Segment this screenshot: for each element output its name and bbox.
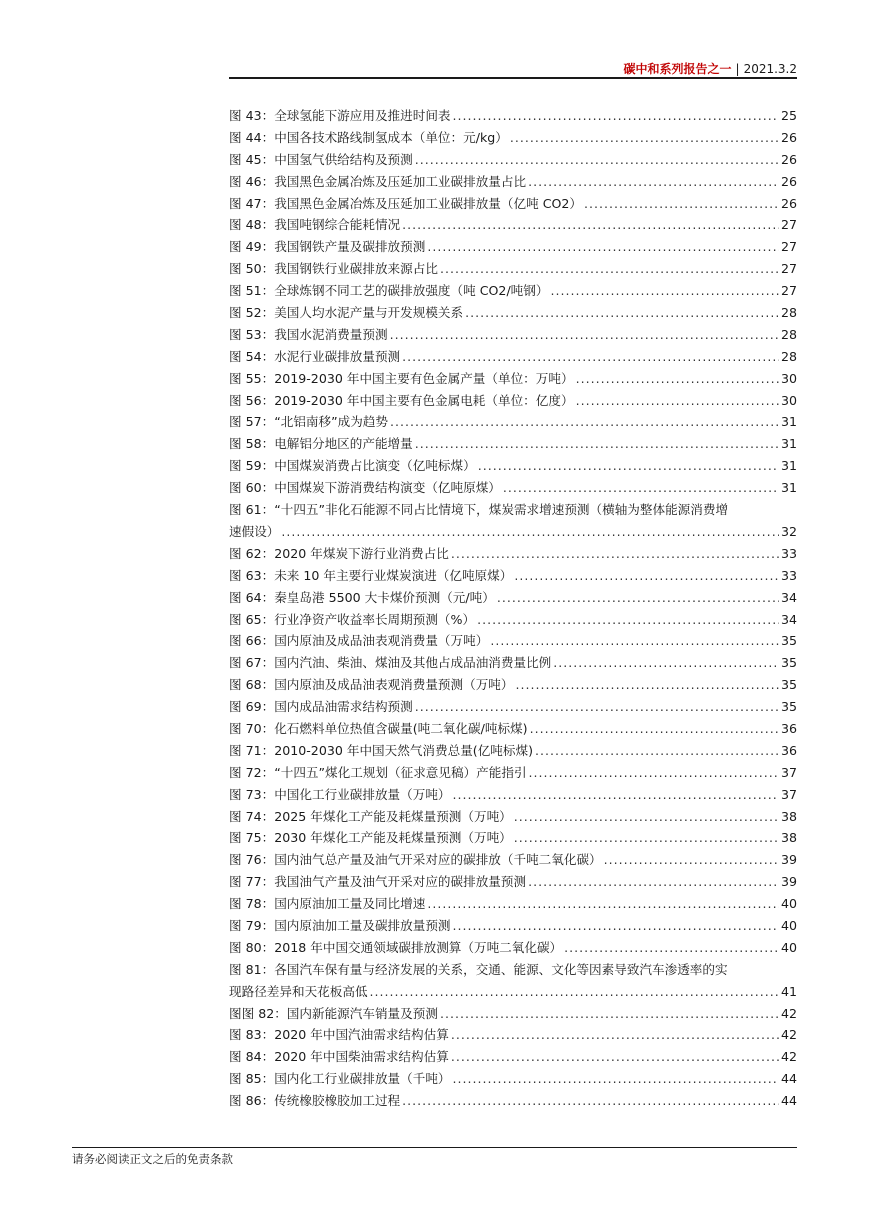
toc-entry-label: 图 84：2020 年中国柴油需求结构估算 [229, 1049, 449, 1065]
dot-leader [402, 346, 779, 368]
toc-entry-page-number: 42 [780, 1005, 797, 1021]
dot-leader [402, 214, 779, 236]
toc-entry[interactable] [229, 411, 797, 433]
toc-entry-page-number: 31 [780, 436, 797, 452]
toc-entry-page-number: 39 [780, 852, 797, 868]
toc-entry-page-number: 30 [780, 370, 797, 386]
toc-entry-label: 图 44：中国各技术路线制氢成本（单位：元/kg） [229, 129, 508, 145]
toc-entry-page-number: 27 [780, 239, 797, 255]
toc-entry[interactable] [229, 587, 797, 609]
dot-leader [584, 193, 779, 215]
toc-entry-label-continued: 现路径差异和天花板高低 [229, 983, 368, 999]
toc-entry[interactable] [229, 696, 797, 718]
dot-leader [453, 105, 779, 127]
toc-entry-label: 图 85：国内化工行业碳排放量（千吨） [229, 1071, 451, 1087]
toc-entry-page-number: 26 [780, 129, 797, 145]
toc-entry-page-number: 30 [780, 392, 797, 408]
toc-entry[interactable] [229, 718, 797, 740]
dot-leader [516, 674, 779, 696]
toc-entry-page-number: 35 [780, 655, 797, 671]
toc-entry[interactable] [229, 762, 797, 784]
toc-entry-label: 图 55：2019-2030 年中国主要有色金属产量（单位：万吨） [229, 370, 574, 386]
toc-entry[interactable] [229, 390, 797, 412]
toc-entry-label: 图 80：2018 年中国交通领域碳排放测算（万吨二氧化碳） [229, 939, 563, 955]
toc-entry-label: 图 62：2020 年煤炭下游行业消费占比 [229, 545, 449, 561]
report-series-title: 碳中和系列报告之一 [623, 62, 732, 76]
dot-leader [604, 849, 779, 871]
toc-entry-page-number: 40 [780, 917, 797, 933]
toc-entry[interactable] [229, 149, 797, 171]
toc-entry[interactable] [229, 959, 797, 1003]
toc-entry-label: 图 46：我国黑色金属冶炼及压延加工业碳排放量占比 [229, 173, 527, 189]
dot-leader [503, 477, 779, 499]
toc-entry[interactable] [229, 827, 797, 849]
toc-entry[interactable] [229, 324, 797, 346]
toc-entry[interactable] [229, 499, 797, 543]
toc-entry-label: 图图 82：国内新能源汽车销量及预测 [229, 1005, 438, 1021]
report-date: 2021.3.2 [743, 62, 797, 76]
toc-entry-page-number: 31 [780, 414, 797, 430]
dot-leader [453, 784, 779, 806]
toc-entry-label: 图 51：全球炼钢不同工艺的碳排放强度（吨 CO2/吨钢） [229, 283, 549, 299]
dot-leader [528, 871, 779, 893]
toc-entry-page-number: 42 [780, 1049, 797, 1065]
dot-leader [415, 149, 779, 171]
dot-leader [451, 1046, 779, 1068]
toc-entry-page-number: 38 [780, 808, 797, 824]
toc-entry[interactable] [229, 258, 797, 280]
toc-entry-label: 图 83：2020 年中国汽油需求结构估算 [229, 1027, 449, 1043]
dot-leader [440, 258, 779, 280]
toc-entry[interactable] [229, 302, 797, 324]
toc-entry-page-number: 35 [780, 633, 797, 649]
dot-leader [281, 521, 779, 543]
toc-entry[interactable] [229, 127, 797, 149]
toc-entry-page-number: 40 [780, 896, 797, 912]
toc-entry-page-number: 39 [780, 874, 797, 890]
toc-entry-page-number: 40 [780, 939, 797, 955]
toc-entry-page-number: 33 [780, 567, 797, 583]
toc-entry-label-continued: 速假设） [229, 523, 280, 539]
toc-entry-label: 图 53：我国水泥消费量预测 [229, 326, 388, 342]
dot-leader [415, 433, 779, 455]
toc-entry-page-number: 27 [780, 261, 797, 277]
toc-entry-page-number: 28 [780, 305, 797, 321]
toc-entry-page-number: 31 [780, 458, 797, 474]
toc-entry[interactable] [229, 784, 797, 806]
toc-entry-label: 图 45：中国氢气供给结构及预测 [229, 151, 413, 167]
toc-entry[interactable] [229, 236, 797, 258]
toc-entry[interactable] [229, 1090, 797, 1112]
toc-entry-label: 图 67：国内汽油、柴油、煤油及其他占成品油消费量比例 [229, 655, 552, 671]
toc-entry-page-number: 37 [780, 786, 797, 802]
toc-entry[interactable] [229, 171, 797, 193]
toc-entry[interactable] [229, 433, 797, 455]
toc-entry-label: 图 76：国内油气总产量及油气开采对应的碳排放（千吨二氧化碳） [229, 852, 602, 868]
dot-leader [478, 455, 779, 477]
toc-entry[interactable] [229, 105, 797, 127]
toc-entry-page-number: 38 [780, 830, 797, 846]
toc-entry-label: 图 74：2025 年煤化工产能及耗煤量预测（万吨） [229, 808, 512, 824]
toc-entry[interactable] [229, 214, 797, 236]
dot-leader [415, 696, 779, 718]
toc-entry-page-number: 31 [780, 480, 797, 496]
toc-entry[interactable] [229, 477, 797, 499]
toc-entry[interactable] [229, 849, 797, 871]
toc-entry-label: 图 68：国内原油及成品油表观消费量预测（万吨） [229, 677, 514, 693]
footer-disclaimer: 请务必阅读正文之后的免责条款 [72, 1152, 233, 1166]
footer-divider [72, 1147, 797, 1148]
toc-entry-page-number: 27 [780, 283, 797, 299]
dot-leader [529, 762, 779, 784]
dot-leader [490, 630, 779, 652]
dot-leader [564, 937, 779, 959]
toc-entry-page-number: 42 [780, 1027, 797, 1043]
toc-entry[interactable] [229, 740, 797, 762]
dot-leader [370, 981, 779, 1003]
toc-entry[interactable] [229, 1024, 797, 1046]
dot-leader [427, 893, 779, 915]
toc-entry-label: 图 66：国内原油及成品油表观消费量（万吨） [229, 633, 489, 649]
toc-entry-page-number: 26 [780, 173, 797, 189]
toc-entry[interactable] [229, 871, 797, 893]
header-divider [229, 77, 797, 79]
toc-entry-label: 图 69：国内成品油需求结构预测 [229, 699, 413, 715]
toc-entry-page-number: 35 [780, 699, 797, 715]
toc-entry-label: 图 78：国内原油加工量及同比增速 [229, 896, 426, 912]
toc-entry-label: 图 86：传统橡胶橡胶加工过程 [229, 1093, 401, 1109]
toc-entry[interactable] [229, 280, 797, 302]
toc-entry-page-number: 41 [780, 983, 797, 999]
toc-entry[interactable] [229, 565, 797, 587]
toc-entry[interactable] [229, 368, 797, 390]
toc-entry[interactable] [229, 806, 797, 828]
toc-entry[interactable] [229, 1046, 797, 1068]
dot-leader [440, 1003, 779, 1025]
toc-entry-page-number: 28 [780, 326, 797, 342]
toc-entry-label: 图 75：2030 年煤化工产能及耗煤量预测（万吨） [229, 830, 512, 846]
toc-entry[interactable] [229, 543, 797, 565]
toc-entry-page-number: 27 [780, 217, 797, 233]
toc-entry-label: 图 65：行业净资产收益率长周期预测（%） [229, 611, 476, 627]
dot-leader [465, 302, 779, 324]
toc-entry-page-number: 34 [780, 589, 797, 605]
dot-leader [514, 827, 779, 849]
toc-entry-label: 图 77：我国油气产量及油气开采对应的碳排放量预测 [229, 874, 527, 890]
toc-entry-label: 图 58：电解铝分地区的产能增量 [229, 436, 413, 452]
toc-entry-page-number: 44 [780, 1093, 797, 1109]
dot-leader [510, 127, 779, 149]
dot-leader [390, 324, 779, 346]
dot-leader [514, 565, 779, 587]
toc-entry-label: 图 63：未来 10 年主要行业煤炭演进（亿吨原煤） [229, 567, 513, 583]
toc-entry-page-number: 33 [780, 545, 797, 561]
toc-entry-label: 图 73：中国化工行业碳排放量（万吨） [229, 786, 451, 802]
dot-leader [453, 1068, 779, 1090]
toc-entry-page-number: 26 [780, 151, 797, 167]
toc-entry-label: 图 52：美国人均水泥产量与开发规模关系 [229, 305, 464, 321]
toc-entry-label: 图 49：我国钢铁产量及碳排放预测 [229, 239, 426, 255]
toc-entry-label: 图 81：各国汽车保有量与经济发展的关系，交通、能源、文化等因素导致汽车渗透率的实 [229, 961, 728, 977]
toc-entry-label: 图 79：国内原油加工量及碳排放量预测 [229, 917, 451, 933]
toc-entry-label: 图 60：中国煤炭下游消费结构演变（亿吨原煤） [229, 480, 501, 496]
toc-entry-page-number: 32 [780, 523, 797, 539]
toc-entry[interactable] [229, 893, 797, 915]
dot-leader [530, 718, 779, 740]
toc-entry-label: 图 71：2010-2030 年中国天然气消费总量(亿吨标煤) [229, 742, 534, 758]
toc-entry-label: 图 61：“十四五”非化石能源不同占比情境下，煤炭需求增速预测（横轴为整体能源消费增 [229, 502, 729, 518]
header-separator: | [735, 62, 740, 76]
dot-leader [453, 915, 779, 937]
toc-entry-page-number: 44 [780, 1071, 797, 1087]
dot-leader [553, 652, 779, 674]
toc-entry-label: 图 50：我国钢铁行业碳排放来源占比 [229, 261, 438, 277]
toc-entry-label: 图 70：化石燃料单位热值含碳量(吨二氧化碳/吨标煤) [229, 720, 528, 736]
toc-entry[interactable] [229, 937, 797, 959]
toc-entry-page-number: 36 [780, 742, 797, 758]
dot-leader [451, 543, 779, 565]
toc-entry-label: 图 56：2019-2030 年中国主要有色金属电耗（单位：亿度） [229, 392, 574, 408]
toc-entry-label: 图 72：“十四五”煤化工规划（征求意见稿）产能指引 [229, 764, 527, 780]
toc-entry-label: 图 48：我国吨钢综合能耗情况 [229, 217, 401, 233]
dot-leader [550, 280, 779, 302]
toc-entry-label: 图 43：全球氢能下游应用及推进时间表 [229, 108, 451, 123]
toc-entry-label: 图 57：“北铝南移”成为趋势 [229, 414, 389, 430]
figure-table-of-contents [229, 105, 797, 1112]
dot-leader [390, 411, 779, 433]
dot-leader [427, 236, 779, 258]
dot-leader [576, 368, 779, 390]
toc-entry[interactable] [229, 346, 797, 368]
toc-entry-page-number: 34 [780, 611, 797, 627]
toc-entry[interactable] [229, 652, 797, 674]
toc-entry[interactable] [229, 674, 797, 696]
toc-entry-page-number: 36 [780, 720, 797, 736]
dot-leader [477, 609, 779, 631]
toc-entry-page-number: 37 [780, 764, 797, 780]
page-header [229, 62, 797, 78]
toc-entry[interactable] [229, 455, 797, 477]
dot-leader [576, 390, 779, 412]
dot-leader [497, 587, 779, 609]
toc-entry-label: 图 47：我国黑色金属冶炼及压延加工业碳排放量（亿吨 CO2） [229, 195, 583, 211]
toc-entry-page-number: 28 [780, 348, 797, 364]
toc-entry-label: 图 59：中国煤炭消费占比演变（亿吨标煤） [229, 458, 476, 474]
toc-entry[interactable] [229, 1003, 797, 1025]
toc-entry[interactable] [229, 193, 797, 215]
dot-leader [514, 806, 779, 828]
toc-entry[interactable] [229, 609, 797, 631]
toc-entry-label: 图 54：水泥行业碳排放量预测 [229, 348, 401, 364]
toc-entry-label: 图 64：秦皇岛港 5500 大卡煤价预测（元/吨） [229, 589, 495, 605]
dot-leader [402, 1090, 779, 1112]
dot-leader [528, 171, 779, 193]
dot-leader [535, 740, 779, 762]
toc-entry-page-number: 25 [780, 108, 797, 123]
toc-entry[interactable] [229, 1068, 797, 1090]
dot-leader [451, 1024, 779, 1046]
toc-entry[interactable] [229, 915, 797, 937]
toc-entry-page-number: 26 [780, 195, 797, 211]
toc-entry[interactable] [229, 630, 797, 652]
toc-entry-page-number: 35 [780, 677, 797, 693]
